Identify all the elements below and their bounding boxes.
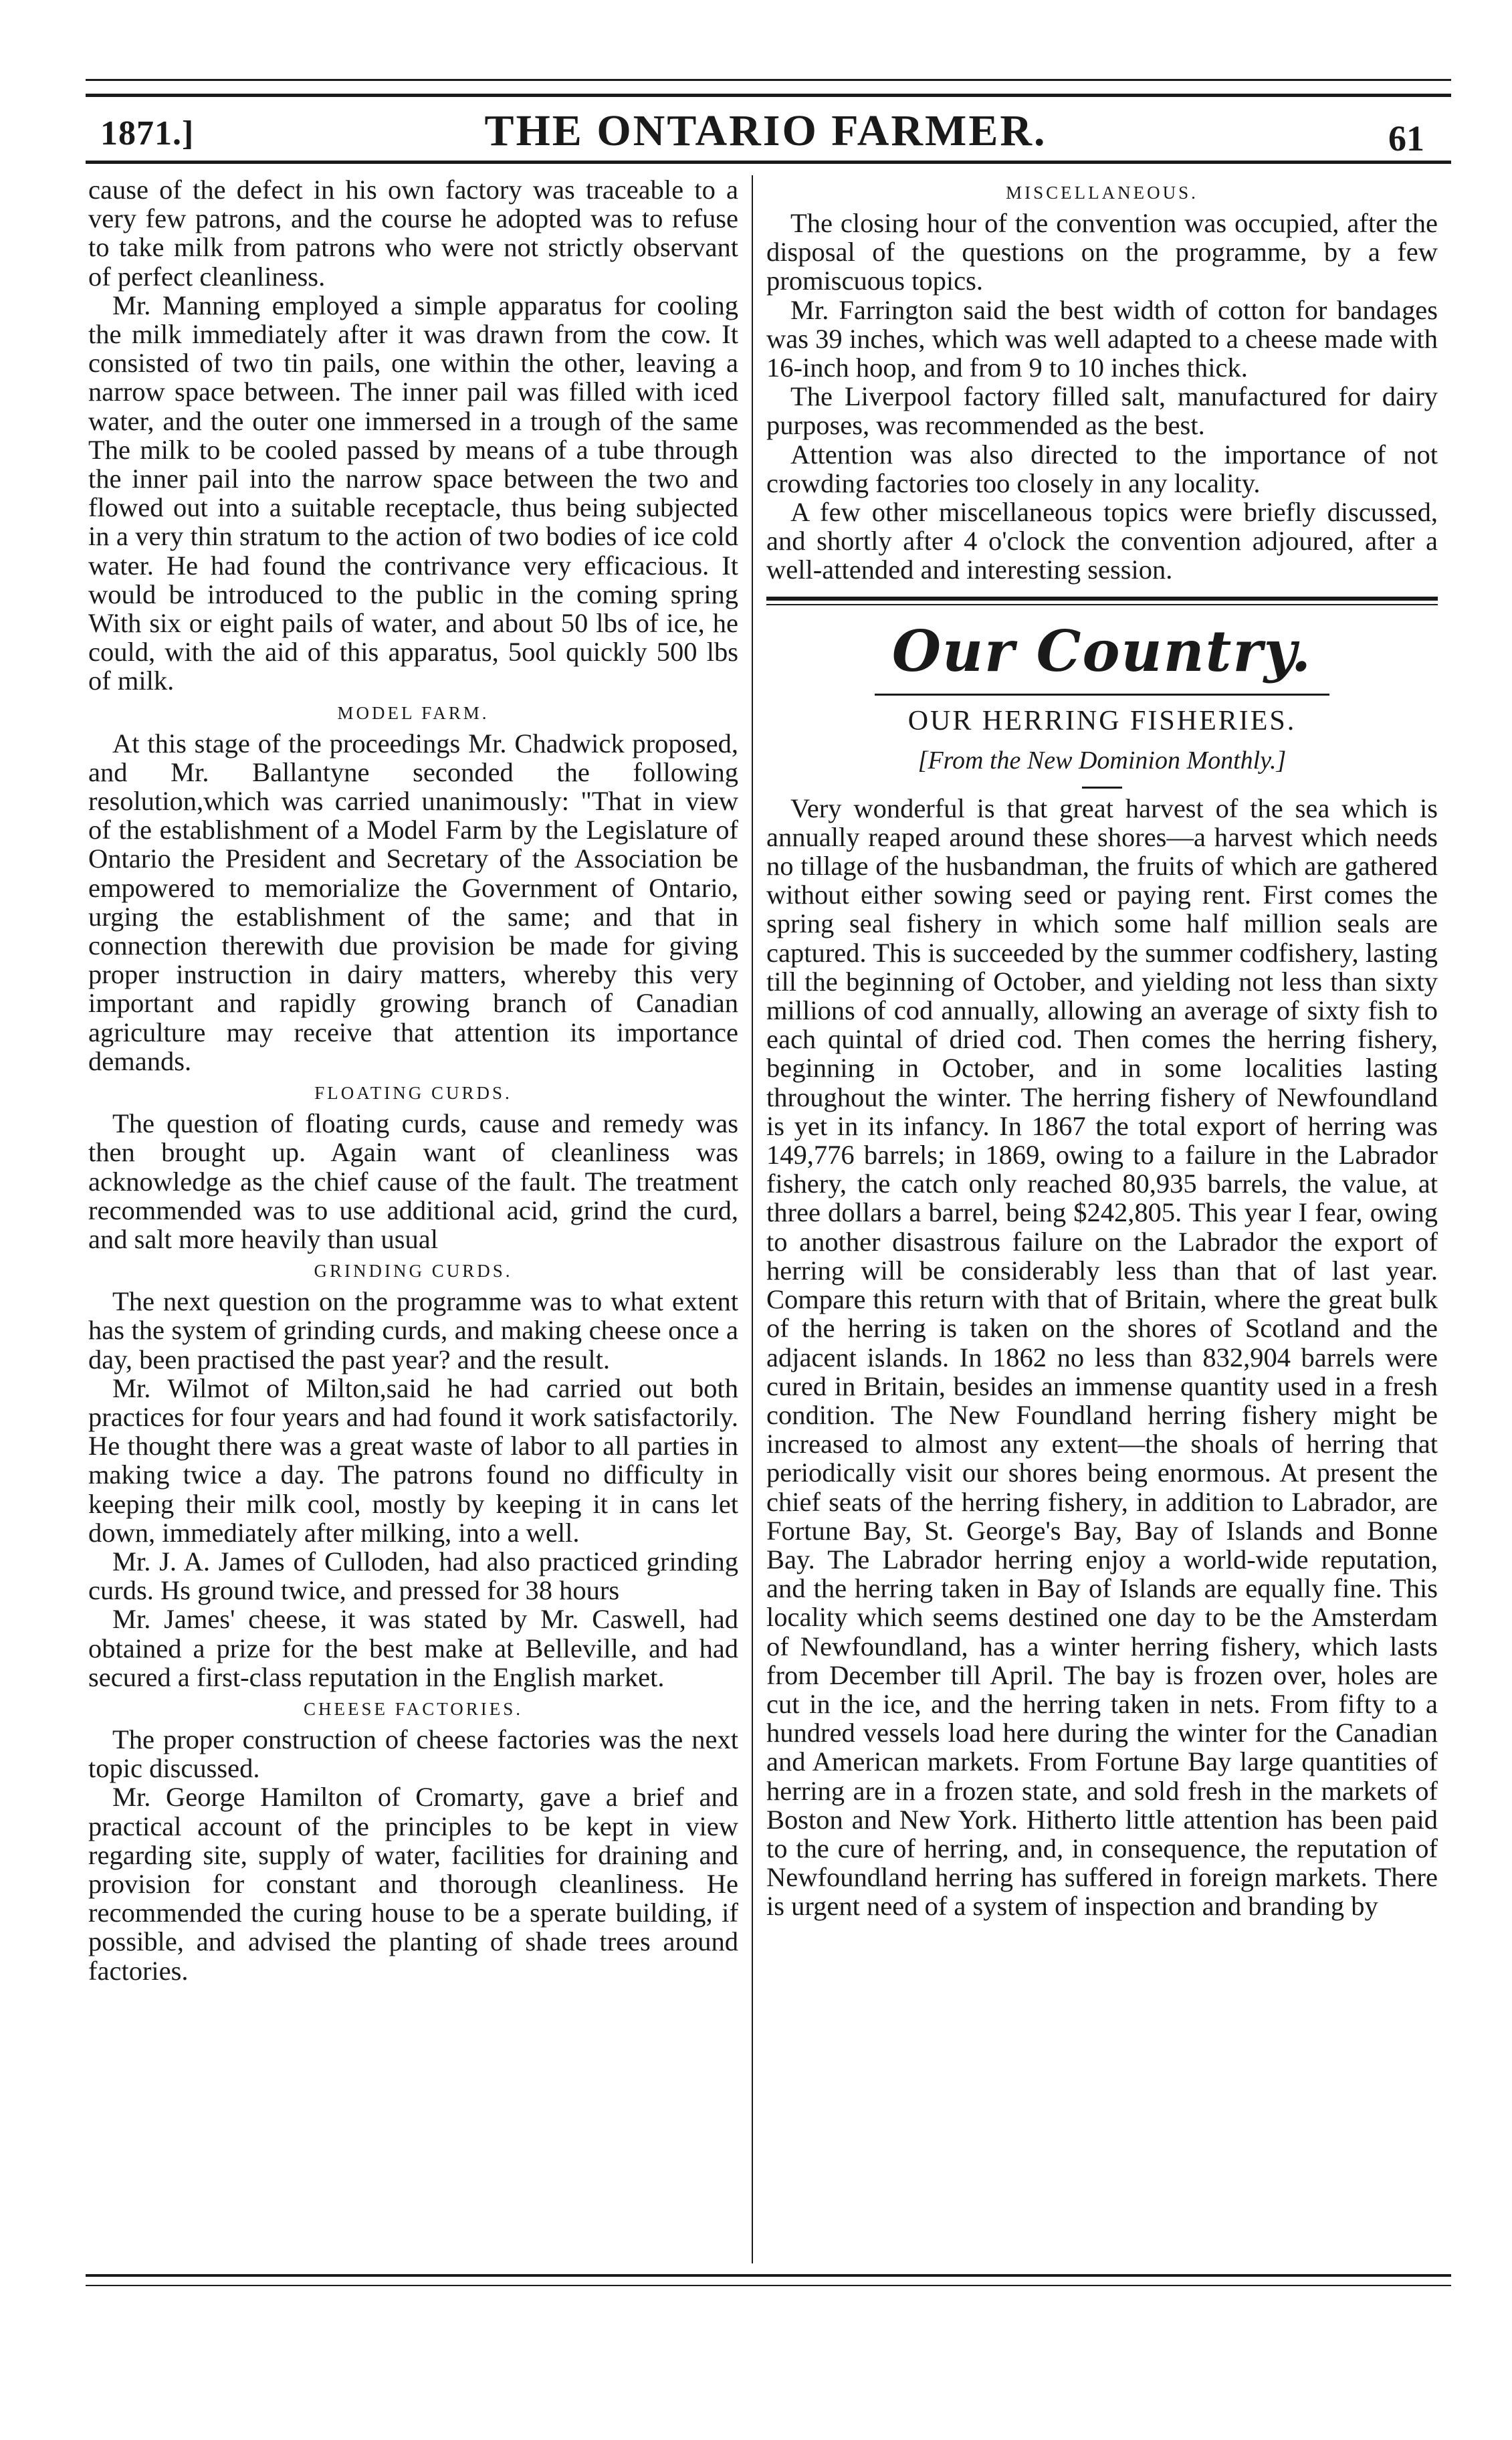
short-rule (875, 694, 1329, 696)
bottom-rule (86, 2274, 1451, 2277)
header-rule-bottom (86, 161, 1451, 164)
article-paragraph: Attention was also directed to the importance of not crowding factories too closely in any locality. (766, 439, 1438, 498)
bottom-rule-thin (86, 2285, 1451, 2286)
subheading-model-farm: MODEL FARM. (337, 702, 490, 723)
left-column (88, 175, 738, 1985)
article-paragraph: Mr. Wilmot of Milton,said he had carried out both practices for four years and had found it work satisfactorily. He thought there was a great waste of labor to all parties in making twice a day. The patrons found no difficulty in keeping their milk cool, mostly by keeping it in cans let down, immediately after milking, into a well. (88, 1372, 738, 1548)
article-paragraph: The proper construction of cheese factories was the next topic discussed. (88, 1724, 738, 1784)
article-paragraph: Mr. George Hamilton of Cromarty, gave a brief and practical account of the principles to be kept in view regarding site, supply of water, facilities for draining and provision for constant and thorough cleanliness. He recommended the curing house to be a sperate building, if possible, and advised the planting of shade trees around factories. (88, 1782, 738, 1986)
article-paragraph: Mr. James' cheese, it was stated by Mr. Caswell, had obtained a prize for the best make at Belleville, and had secured a first-class reputation in the English market. (88, 1604, 738, 1692)
column-separator (752, 175, 753, 2263)
article-paragraph: A few other miscellaneous topics were briefly discussed, and shortly after 4 o'clock the convention adjoured, after a well-attended and interesting session. (766, 497, 1438, 585)
header-rule-top (86, 94, 1451, 97)
subheading-miscellaneous: MISCELLANEOUS. (1006, 183, 1198, 203)
article-paragraph: Mr. Farrington said the best width of cotton for bandages was 39 inches, which was well adapted to a cheese made with 16-inch hoop, and from 9 to 10 inches thick. (766, 294, 1438, 383)
subheading-cheese-factories: CHEESE FACTORIES. (303, 1698, 524, 1719)
article-paragraph: cause of the defect in his own factory was traceable to a very few patrons, and the course he adopted was to refuse to take milk from patrons who were not strictly observant of perfect cleanliness. (88, 175, 738, 292)
section-divider (766, 597, 1438, 601)
masthead-title: THE ONTARIO FARMER. (484, 106, 1047, 155)
article-paragraph: The Liverpool factory filled salt, manufactured for dairy purposes, was recommended as the best. (766, 381, 1438, 441)
article-paragraph: The question of floating curds, cause and remedy was then brought up. Again want of cleanliness was acknowledge as the chief cause of the fault. The treatment recommended was to use additional acid, grind the curd, and salt more heavily than usual (88, 1108, 738, 1254)
right-column (766, 175, 1438, 1921)
article-paragraph: At this stage of the proceedings Mr. Chadwick proposed, and Mr. Ballantyne seconded the following resolution,which was carried unanimously: "That in view of the establishment of a Model Farm by the Legislature of Ontario the President and Secretary of the Association be empowered to memorialize the Government of Ontario, urging the establishment of the same; and that in connection therewith due provision be made for giving proper instruction in dairy matters, whereby this very important and rapidly growing branch of Canadian agriculture may receive that attention its importance demands. (88, 728, 738, 1076)
article-paragraph: Very wonderful is that great harvest of the sea which is annually reaped around these shores—a harvest which needs no tillage of the husbandman, the fruits of which are gathered without either sowing seed or paying rent. First comes the spring seal fishery in which some half million seals are captured. This is succeeded by the summer codfishery, lasting till the beginning of October, and yielding not less than sixty millions of cod annually, allowing an average of sixty fish to each quintal of dried cod. Then comes the herring fishery, beginning in October, and in some localities lasting throughout the winter. The herring fishery of Newfoundland is yet in its infancy. In 1867 the total export of herring was 149,776 barrels; in 1869, owing to a failure in the Labrador fishery, the catch only reached 80,935 barrels, the value, at three dollars a barrel, being $242,805. This year I fear, owing to another disastrous failure on the Labrador the export of herring will be considerably less than that of last year. Compare this return with that of Britain, where the great bulk of the herring is taken on the shores of Scotland and the adjacent islands. In 1862 no less than 832,904 barrels were cured in Britain, besides an immense quantity used in a fresh condition. The New Foundland herring fishery might be increased to almost any extent—the shoals of herring that periodically visit our shores being enormous. At present the chief seats of the herring fishery, in addition to Labrador, are Fortune Bay, St. George's Bay, Bay of Islands and Bonne Bay. The Labrador herring enjoy a world-wide reputation, and the herring taken in Bay of Islands are equally fine. This locality which seems destined one day to be the Amsterdam of Newfoundland, has a winter herring fishery, which lasts from December till April. The bay is frozen over, holes are cut in the ice, and the herring taken in nets. From fifty to a hundred vessels load here during the winter for the Canadian and American markets. From Fortune Bay large quantities of herring are in a frozen state, and sold fresh in the markets of Boston and New York. Hitherto little attention has been paid to the cure of herring, and, in consequence, the reputation of Newfoundland herring has suffered in foreign markets. There is urgent need of a system of inspection and branding by (766, 793, 1438, 1922)
section-title: Our Country. (891, 617, 1313, 684)
page-header (100, 100, 1431, 161)
page-number: 61 (1388, 118, 1424, 159)
short-rule (1082, 787, 1122, 789)
article-paragraph: The next question on the programme was to what extent has the system of grinding curds, and making cheese once a day, been practised the past year? and the result. (88, 1286, 738, 1375)
article-source: [From the New Dominion Monthly.] (917, 746, 1287, 775)
section-divider-thin (766, 604, 1438, 605)
article-paragraph: Mr. Manning employed a simple apparatus for cooling the milk immediately after it was drawn from the cow. It consisted of two tin pails, one within the other, leaving a narrow space between. The inner pail was filled with iced water, and the outer one immersed in a trough of the same The milk to be cooled passed by means of a tube through the inner pail into the narrow space between the two and flowed out into a suitable receptacle, thus being subjected in a very thin stratum to the action of two bodies of ice cold water. He had found the contrivance very efficacious. It would be introduced to the public in the coming spring With six or eight pails of water, and about 50 lbs of ice, he could, with the aid of this apparatus, 5ool quickly 500 lbs of milk. (88, 290, 738, 696)
article-title: OUR HERRING FISHERIES. (907, 705, 1297, 736)
subheading-floating-curds: FLOATING CURDS. (314, 1083, 512, 1104)
article-paragraph: The closing hour of the convention was occupied, after the disposal of the questions on the programme, by a few promiscuous topics. (766, 208, 1438, 296)
header-date: 1871.] (100, 114, 195, 152)
top-rule (86, 79, 1451, 81)
article-paragraph: Mr. J. A. James of Culloden, had also practiced grinding curds. Hs ground twice, and pressed for 38 hours (88, 1546, 738, 1606)
subheading-grinding-curds: GRINDING CURDS. (314, 1261, 513, 1282)
